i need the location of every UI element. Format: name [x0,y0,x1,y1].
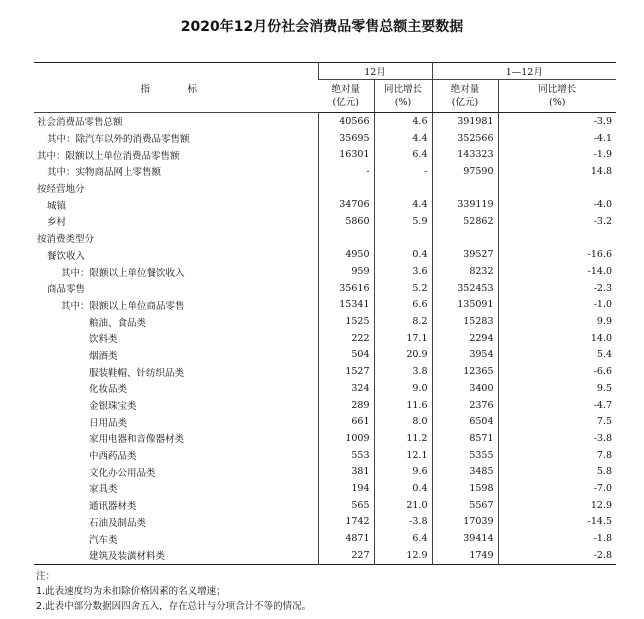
ytd-growth: 7.8 [498,447,616,464]
dec-value: 289 [318,397,374,414]
table-row [34,163,616,180]
dec-value: 661 [318,413,374,430]
table-row [34,430,616,447]
table-row [34,280,616,297]
dec-value: 34706 [318,196,374,213]
ytd-growth: -3.9 [498,113,616,130]
note-item: 2.此表中部分数据因四舍五入，存在总计与分项合计不等的情况。 [36,601,312,612]
ytd-growth: 14.8 [498,163,616,180]
dec-value: 1742 [318,514,374,531]
dec-value: 504 [318,347,374,364]
table-row [34,463,616,480]
indicator-header: 指 标 [34,63,318,113]
ytd-growth: -6.6 [498,363,616,380]
row-label: 金银珠宝类 [89,401,137,413]
dec-growth: -3.8 [374,514,432,531]
dec-growth: 8.2 [374,313,432,330]
row-label: 社会消费品零售总额 [37,117,123,129]
ytd-growth: 12.9 [498,497,616,514]
row-label: 日用品类 [89,417,128,429]
note-heading: 注： [36,571,56,582]
dec-value: 194 [318,480,374,497]
row-label: 服装鞋帽、针纺织品类 [89,367,185,379]
row-label: 餐饮收入 [47,250,86,262]
retail-sales-table [34,62,616,565]
ytd-value: 391981 [432,113,498,130]
dec-value: 15341 [318,297,374,314]
row-label: 家具类 [89,484,118,496]
dec-growth: 17.1 [374,330,432,347]
table-row [34,113,616,130]
ytd-growth: 9.9 [498,313,616,330]
row-label: 按消费类型分 [37,234,95,246]
row-label: 中西药品类 [89,451,137,463]
table-row [34,230,616,247]
ytd-growth [498,230,616,247]
dec-growth: 8.0 [374,413,432,430]
ytd-growth: -4.1 [498,130,616,147]
growth-header-jan-dec: 同比增长 (%) [498,80,616,113]
dec-value: 553 [318,447,374,464]
ytd-value [432,180,498,197]
ytd-growth: 5.4 [498,347,616,364]
dec-value: 324 [318,380,374,397]
table-row [34,130,616,147]
row-label: 烟酒类 [89,350,118,362]
row-label: 其中：限额以上单位餐饮收入 [61,267,185,279]
ytd-value: 39414 [432,530,498,547]
table-row [34,514,616,531]
row-label: 城镇 [47,200,67,212]
row-label: 建筑及装潢材料类 [89,551,166,563]
table-row [34,196,616,213]
ytd-growth: 14.0 [498,330,616,347]
ytd-value: 8571 [432,430,498,447]
note-item: 1.此表速度均为未扣除价格因素的名义增速； [36,586,226,597]
ytd-value: 339119 [432,196,498,213]
dec-value [318,230,374,247]
dec-value: - [318,163,374,180]
table-row [34,180,616,197]
page-title: 2020年12月份社会消费品零售总额主要数据 [180,19,464,35]
ytd-value: 6504 [432,413,498,430]
dec-value: 1525 [318,313,374,330]
ytd-value: 8232 [432,263,498,280]
dec-value: 565 [318,497,374,514]
table-row [34,480,616,497]
ytd-growth: -2.3 [498,280,616,297]
row-label: 其中：限额以上单位商品零售 [61,300,185,312]
ytd-value: 135091 [432,297,498,314]
row-label: 化妆品类 [89,384,128,396]
dec-growth: 5.2 [374,280,432,297]
table-row [34,413,616,430]
dec-growth [374,180,432,197]
dec-growth: 6.6 [374,297,432,314]
row-label: 石油及制品类 [89,517,147,529]
table-row [34,447,616,464]
dec-growth: 9.6 [374,463,432,480]
dec-growth: 4.6 [374,113,432,130]
dec-value: 222 [318,330,374,347]
ytd-value: 1749 [432,547,498,564]
table-row [34,363,616,380]
dec-value: 35616 [318,280,374,297]
dec-value: 381 [318,463,374,480]
dec-growth: 11.2 [374,430,432,447]
ytd-growth: -14.5 [498,514,616,531]
table-row [34,547,616,564]
table-row [34,247,616,264]
ytd-growth [498,180,616,197]
ytd-value: 12365 [432,363,498,380]
dec-growth [374,230,432,247]
dec-growth: 12.9 [374,547,432,564]
dec-growth: 0.4 [374,247,432,264]
ytd-growth: 9.5 [498,380,616,397]
dec-growth: 11.6 [374,397,432,414]
row-label: 通讯器材类 [89,501,137,513]
ytd-value: 5355 [432,447,498,464]
dec-growth: 3.8 [374,363,432,380]
ytd-value: 5567 [432,497,498,514]
dec-growth: 4.4 [374,196,432,213]
dec-value: 227 [318,547,374,564]
table-row [34,297,616,314]
table-row [34,497,616,514]
table-row [34,213,616,230]
dec-value: 959 [318,263,374,280]
ytd-value: 352566 [432,130,498,147]
row-label: 家用电器和音像器材类 [89,434,185,446]
dec-value: 5860 [318,213,374,230]
dec-value: 4950 [318,247,374,264]
row-label: 饮料类 [89,334,118,346]
ytd-value: 2294 [432,330,498,347]
ytd-value: 15283 [432,313,498,330]
ytd-value: 17039 [432,514,498,531]
table-row [34,330,616,347]
table-row [34,347,616,364]
dec-growth: - [374,163,432,180]
ytd-value: 52862 [432,213,498,230]
ytd-value: 1598 [432,480,498,497]
dec-value [318,180,374,197]
dec-growth: 0.4 [374,480,432,497]
row-label: 其中：实物商品网上零售额 [47,167,162,179]
row-label: 其中：限额以上单位消费品零售额 [37,150,180,162]
ytd-value: 39527 [432,247,498,264]
dec-growth: 6.4 [374,146,432,163]
row-label: 文化办公用品类 [89,467,156,479]
table-row [34,380,616,397]
row-label: 商品零售 [47,284,86,296]
ytd-growth: -16.6 [498,247,616,264]
ytd-growth: -1.8 [498,530,616,547]
table-row [34,397,616,414]
ytd-value: 3954 [432,347,498,364]
dec-value: 40566 [318,113,374,130]
dec-value: 35695 [318,130,374,147]
abs-header-december: 绝对量 (亿元) [318,80,374,113]
ytd-growth: -1.0 [498,297,616,314]
ytd-growth: 7.5 [498,413,616,430]
period-header-december: 12月 [318,63,432,80]
ytd-value: 97590 [432,163,498,180]
table-row [34,530,616,547]
dec-growth: 3.6 [374,263,432,280]
ytd-value [432,230,498,247]
dec-value: 1527 [318,363,374,380]
growth-header-december: 同比增长 (%) [374,80,432,113]
footnotes [36,569,311,614]
ytd-growth: -14.0 [498,263,616,280]
row-label: 按经营地分 [37,184,85,196]
ytd-value: 3485 [432,463,498,480]
table-row [34,313,616,330]
ytd-growth: -3.8 [498,430,616,447]
table-row [34,263,616,280]
dec-value: 16301 [318,146,374,163]
row-label: 粮油、食品类 [89,317,147,329]
ytd-growth: -1.9 [498,146,616,163]
ytd-growth: 5.8 [498,463,616,480]
ytd-growth: -3.2 [498,213,616,230]
dec-growth: 6.4 [374,530,432,547]
ytd-value: 3400 [432,380,498,397]
dec-growth: 4.4 [374,130,432,147]
dec-growth: 9.0 [374,380,432,397]
ytd-value: 143323 [432,146,498,163]
dec-value: 1009 [318,430,374,447]
table-body [34,113,616,565]
ytd-value: 352453 [432,280,498,297]
ytd-growth: -2.8 [498,547,616,564]
period-header-jan-dec: 1—12月 [432,63,616,80]
ytd-growth: -4.7 [498,397,616,414]
ytd-growth: -7.0 [498,480,616,497]
row-label: 汽车类 [89,534,118,546]
row-label: 其中：除汽车以外的消费品零售额 [47,134,190,146]
dec-growth: 5.9 [374,213,432,230]
dec-growth: 20.9 [374,347,432,364]
ytd-value: 2376 [432,397,498,414]
dec-value: 4871 [318,530,374,547]
table-row [34,146,616,163]
row-label: 乡村 [47,217,67,229]
dec-growth: 21.0 [374,497,432,514]
dec-growth: 12.1 [374,447,432,464]
ytd-growth: -4.0 [498,196,616,213]
abs-header-jan-dec: 绝对量 (亿元) [432,80,498,113]
